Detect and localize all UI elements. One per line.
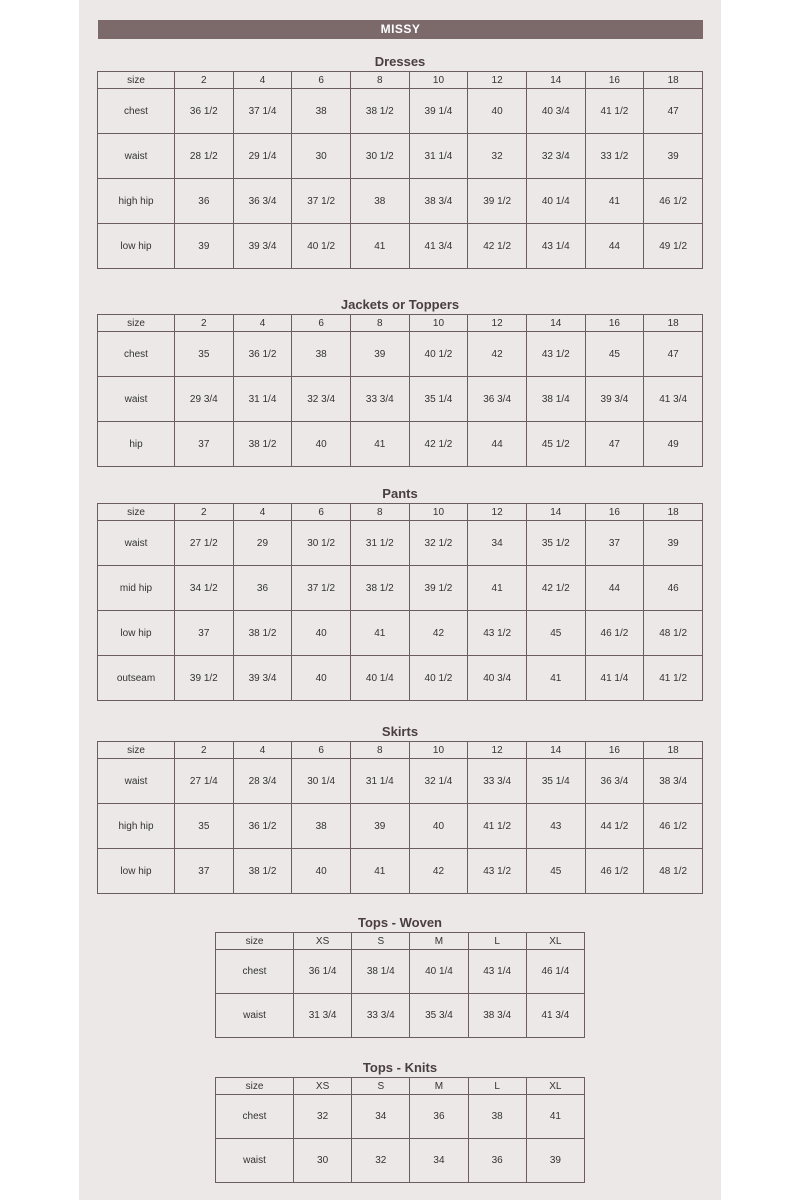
table-cell: 41 3/4 <box>409 224 468 269</box>
row-label: chest <box>216 950 294 994</box>
table-cell: 46 <box>644 566 703 611</box>
table-cell: 32 <box>468 134 527 179</box>
table-cell: 27 1/2 <box>175 521 234 566</box>
table-cell: 32 <box>352 1139 410 1183</box>
column-header: 18 <box>644 315 703 332</box>
table-cell: 45 <box>526 611 585 656</box>
table-cell: 42 1/2 <box>409 422 468 467</box>
table-cell: 41 1/2 <box>644 656 703 701</box>
table-cell: 36 3/4 <box>468 377 527 422</box>
table-cell: 41 3/4 <box>644 377 703 422</box>
table-cell: 38 1/2 <box>233 849 292 894</box>
table-cell: 41 <box>350 224 409 269</box>
column-header: XL <box>526 1078 584 1095</box>
table-cell: 41 1/2 <box>468 804 527 849</box>
column-header: 12 <box>468 315 527 332</box>
table-cell: 35 1/4 <box>526 759 585 804</box>
table-cell: 39 1/2 <box>468 179 527 224</box>
table-row <box>98 804 703 849</box>
page-title: MISSY <box>98 20 703 39</box>
column-header: 16 <box>585 742 644 759</box>
row-label: chest <box>98 332 175 377</box>
table-cell: 41 <box>350 849 409 894</box>
row-label: high hip <box>98 179 175 224</box>
column-header: 4 <box>233 72 292 89</box>
jackets-section <box>97 296 703 467</box>
table-cell: 36 <box>468 1139 526 1183</box>
table-cell: 32 <box>294 1095 352 1139</box>
column-header: 10 <box>409 742 468 759</box>
column-header: 8 <box>350 72 409 89</box>
table-cell: 28 3/4 <box>233 759 292 804</box>
row-label: waist <box>216 1139 294 1183</box>
column-header: 10 <box>409 504 468 521</box>
column-header: L <box>468 933 526 950</box>
table-title: Skirts <box>381 724 419 739</box>
row-label: waist <box>216 994 294 1038</box>
table-cell: 31 3/4 <box>294 994 352 1038</box>
table-cell: 38 1/2 <box>350 566 409 611</box>
table-cell: 31 1/4 <box>409 134 468 179</box>
table-cell: 35 1/2 <box>526 521 585 566</box>
table-cell: 37 <box>175 849 234 894</box>
table-cell: 43 1/2 <box>468 849 527 894</box>
table-cell: 43 <box>526 804 585 849</box>
table-cell: 35 <box>175 332 234 377</box>
size-table <box>215 932 585 1038</box>
column-header: size <box>98 504 175 521</box>
table-row <box>98 656 703 701</box>
table-cell: 38 <box>350 179 409 224</box>
table-cell: 30 1/2 <box>292 521 351 566</box>
table-row <box>98 377 703 422</box>
table-cell: 31 1/2 <box>350 521 409 566</box>
table-cell: 34 1/2 <box>175 566 234 611</box>
table-row <box>98 224 703 269</box>
table-cell: 39 <box>350 804 409 849</box>
column-header: 10 <box>409 315 468 332</box>
table-cell: 38 1/2 <box>233 611 292 656</box>
table-cell: 41 <box>350 422 409 467</box>
column-header: 8 <box>350 504 409 521</box>
table-cell: 31 1/4 <box>233 377 292 422</box>
table-cell: 43 1/4 <box>468 950 526 994</box>
table-cell: 36 3/4 <box>233 179 292 224</box>
row-label: low hip <box>98 611 175 656</box>
row-label: outseam <box>98 656 175 701</box>
table-cell: 27 1/4 <box>175 759 234 804</box>
table-cell: 40 1/2 <box>409 656 468 701</box>
column-header: 8 <box>350 742 409 759</box>
table-cell: 39 1/2 <box>175 656 234 701</box>
column-header: M <box>410 933 468 950</box>
column-header: XS <box>294 933 352 950</box>
column-header: M <box>410 1078 468 1095</box>
row-label: waist <box>98 377 175 422</box>
row-label: waist <box>98 134 175 179</box>
column-header: 12 <box>468 742 527 759</box>
row-label: hip <box>98 422 175 467</box>
row-label: low hip <box>98 224 175 269</box>
column-header: 18 <box>644 504 703 521</box>
table-cell: 45 <box>585 332 644 377</box>
table-cell: 47 <box>644 332 703 377</box>
table-row <box>98 521 703 566</box>
table-cell: 36 1/2 <box>233 332 292 377</box>
row-label: mid hip <box>98 566 175 611</box>
table-cell: 36 <box>233 566 292 611</box>
table-cell: 41 1/2 <box>585 89 644 134</box>
pants-section <box>97 485 703 701</box>
size-table <box>97 71 703 269</box>
table-cell: 40 <box>292 422 351 467</box>
table-cell: 44 <box>468 422 527 467</box>
table-cell: 41 <box>585 179 644 224</box>
table-row <box>98 89 703 134</box>
column-header: 14 <box>526 72 585 89</box>
table-header-row <box>216 1078 585 1095</box>
table-cell: 36 1/2 <box>233 804 292 849</box>
table-row <box>98 566 703 611</box>
tops-woven-section <box>215 914 585 1038</box>
table-title: Tops - Woven <box>357 915 443 930</box>
table-cell: 46 1/2 <box>644 804 703 849</box>
table-cell: 45 <box>526 849 585 894</box>
table-header-row <box>98 504 703 521</box>
table-cell: 39 3/4 <box>585 377 644 422</box>
row-label: waist <box>98 759 175 804</box>
table-row <box>216 1095 585 1139</box>
table-header-row <box>216 933 585 950</box>
column-header: 16 <box>585 72 644 89</box>
column-header: 12 <box>468 72 527 89</box>
column-header: 6 <box>292 315 351 332</box>
column-header: 2 <box>175 72 234 89</box>
skirts-section <box>97 723 703 894</box>
column-header: L <box>468 1078 526 1095</box>
table-title: Dresses <box>374 54 426 69</box>
table-cell: 39 1/2 <box>409 566 468 611</box>
table-cell: 35 <box>175 804 234 849</box>
column-header: 6 <box>292 742 351 759</box>
table-cell: 46 1/4 <box>526 950 584 994</box>
column-header: 14 <box>526 315 585 332</box>
table-cell: 33 3/4 <box>350 377 409 422</box>
table-cell: 47 <box>585 422 644 467</box>
table-cell: 38 <box>292 804 351 849</box>
table-header-row <box>98 315 703 332</box>
table-title: Jackets or Toppers <box>340 297 460 312</box>
table-cell: 40 1/4 <box>526 179 585 224</box>
table-cell: 38 3/4 <box>644 759 703 804</box>
table-cell: 42 1/2 <box>468 224 527 269</box>
table-cell: 36 3/4 <box>585 759 644 804</box>
table-cell: 39 <box>526 1139 584 1183</box>
table-cell: 37 <box>175 611 234 656</box>
table-cell: 42 <box>468 332 527 377</box>
column-header: 12 <box>468 504 527 521</box>
table-row <box>98 849 703 894</box>
column-header: 18 <box>644 72 703 89</box>
table-cell: 40 <box>292 849 351 894</box>
table-row <box>98 422 703 467</box>
table-cell: 42 <box>409 611 468 656</box>
table-cell: 40 1/4 <box>410 950 468 994</box>
table-cell: 28 1/2 <box>175 134 234 179</box>
table-cell: 36 <box>175 179 234 224</box>
row-label: chest <box>216 1095 294 1139</box>
table-header-row <box>98 72 703 89</box>
column-header: size <box>98 742 175 759</box>
column-header: size <box>98 315 175 332</box>
table-cell: 36 1/2 <box>175 89 234 134</box>
row-label: low hip <box>98 849 175 894</box>
table-cell: 47 <box>644 89 703 134</box>
table-cell: 30 <box>294 1139 352 1183</box>
table-cell: 39 <box>644 134 703 179</box>
table-cell: 32 3/4 <box>292 377 351 422</box>
table-cell: 45 1/2 <box>526 422 585 467</box>
table-cell: 30 1/2 <box>350 134 409 179</box>
table-cell: 41 <box>526 1095 584 1139</box>
tops-knits-section <box>215 1059 585 1183</box>
row-label: waist <box>98 521 175 566</box>
column-header: 6 <box>292 504 351 521</box>
table-cell: 33 1/2 <box>585 134 644 179</box>
table-row <box>216 1139 585 1183</box>
table-cell: 41 <box>350 611 409 656</box>
table-cell: 40 <box>468 89 527 134</box>
size-table <box>215 1077 585 1183</box>
table-cell: 49 <box>644 422 703 467</box>
row-label: chest <box>98 89 175 134</box>
table-cell: 42 1/2 <box>526 566 585 611</box>
table-cell: 39 1/4 <box>409 89 468 134</box>
column-header: size <box>216 933 294 950</box>
table-cell: 29 3/4 <box>175 377 234 422</box>
table-cell: 42 <box>409 849 468 894</box>
table-cell: 41 3/4 <box>526 994 584 1038</box>
table-cell: 40 3/4 <box>526 89 585 134</box>
table-cell: 38 <box>292 332 351 377</box>
column-header: 18 <box>644 742 703 759</box>
table-cell: 38 1/4 <box>352 950 410 994</box>
table-cell: 37 1/4 <box>233 89 292 134</box>
table-cell: 38 1/2 <box>350 89 409 134</box>
table-cell: 38 3/4 <box>409 179 468 224</box>
table-cell: 39 3/4 <box>233 224 292 269</box>
table-cell: 35 1/4 <box>409 377 468 422</box>
table-title: Pants <box>382 486 418 501</box>
table-cell: 39 <box>175 224 234 269</box>
table-cell: 48 1/2 <box>644 849 703 894</box>
table-cell: 37 <box>585 521 644 566</box>
table-row <box>98 179 703 224</box>
table-cell: 29 1/4 <box>233 134 292 179</box>
column-header: 16 <box>585 504 644 521</box>
table-cell: 32 1/4 <box>409 759 468 804</box>
table-row <box>98 134 703 179</box>
column-header: 14 <box>526 742 585 759</box>
table-cell: 46 1/2 <box>585 611 644 656</box>
table-cell: 39 <box>644 521 703 566</box>
table-cell: 39 3/4 <box>233 656 292 701</box>
column-header: 4 <box>233 504 292 521</box>
column-header: XL <box>526 933 584 950</box>
column-header: 4 <box>233 742 292 759</box>
column-header: 2 <box>175 504 234 521</box>
table-cell: 40 <box>409 804 468 849</box>
table-cell: 39 <box>350 332 409 377</box>
size-table <box>97 741 703 894</box>
column-header: S <box>352 933 410 950</box>
table-cell: 34 <box>410 1139 468 1183</box>
table-cell: 37 1/2 <box>292 179 351 224</box>
column-header: size <box>216 1078 294 1095</box>
column-header: 6 <box>292 72 351 89</box>
table-title: Tops - Knits <box>362 1060 438 1075</box>
table-cell: 40 1/2 <box>292 224 351 269</box>
column-header: S <box>352 1078 410 1095</box>
table-cell: 34 <box>352 1095 410 1139</box>
table-cell: 41 <box>468 566 527 611</box>
column-header: size <box>98 72 175 89</box>
table-cell: 46 1/2 <box>644 179 703 224</box>
column-header: XS <box>294 1078 352 1095</box>
table-cell: 32 1/2 <box>409 521 468 566</box>
table-cell: 37 <box>175 422 234 467</box>
table-row <box>216 994 585 1038</box>
table-cell: 43 1/2 <box>468 611 527 656</box>
table-cell: 48 1/2 <box>644 611 703 656</box>
table-row <box>98 611 703 656</box>
table-cell: 37 1/2 <box>292 566 351 611</box>
table-cell: 38 <box>468 1095 526 1139</box>
table-cell: 33 3/4 <box>352 994 410 1038</box>
table-row <box>216 950 585 994</box>
column-header: 4 <box>233 315 292 332</box>
table-cell: 40 3/4 <box>468 656 527 701</box>
column-header: 8 <box>350 315 409 332</box>
size-table <box>97 314 703 467</box>
table-row <box>98 332 703 377</box>
table-cell: 44 <box>585 566 644 611</box>
table-cell: 36 1/4 <box>294 950 352 994</box>
table-cell: 41 <box>526 656 585 701</box>
table-cell: 31 1/4 <box>350 759 409 804</box>
dresses-section <box>97 53 703 269</box>
table-cell: 36 <box>410 1095 468 1139</box>
size-table <box>97 503 703 701</box>
table-cell: 35 3/4 <box>410 994 468 1038</box>
table-cell: 34 <box>468 521 527 566</box>
table-cell: 32 3/4 <box>526 134 585 179</box>
column-header: 16 <box>585 315 644 332</box>
table-cell: 30 <box>292 134 351 179</box>
table-cell: 41 1/4 <box>585 656 644 701</box>
table-cell: 44 1/2 <box>585 804 644 849</box>
table-cell: 40 1/2 <box>409 332 468 377</box>
table-cell: 44 <box>585 224 644 269</box>
table-cell: 30 1/4 <box>292 759 351 804</box>
table-cell: 38 3/4 <box>468 994 526 1038</box>
table-cell: 43 1/2 <box>526 332 585 377</box>
table-cell: 38 1/2 <box>233 422 292 467</box>
table-row <box>98 759 703 804</box>
table-cell: 40 <box>292 656 351 701</box>
table-cell: 40 <box>292 611 351 656</box>
row-label: high hip <box>98 804 175 849</box>
table-cell: 33 3/4 <box>468 759 527 804</box>
table-header-row <box>98 742 703 759</box>
table-cell: 38 <box>292 89 351 134</box>
table-cell: 29 <box>233 521 292 566</box>
table-cell: 49 1/2 <box>644 224 703 269</box>
column-header: 14 <box>526 504 585 521</box>
table-cell: 38 1/4 <box>526 377 585 422</box>
table-cell: 43 1/4 <box>526 224 585 269</box>
table-cell: 40 1/4 <box>350 656 409 701</box>
column-header: 2 <box>175 315 234 332</box>
table-cell: 46 1/2 <box>585 849 644 894</box>
column-header: 10 <box>409 72 468 89</box>
column-header: 2 <box>175 742 234 759</box>
